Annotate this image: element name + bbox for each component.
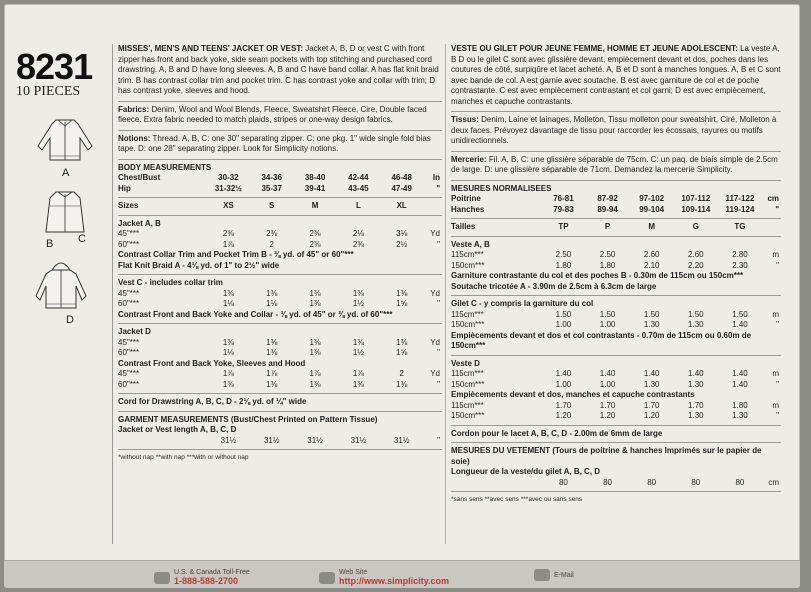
table-cell: 2⅛ [352,229,364,238]
table-cell: 2.20 [688,260,704,270]
unit-cell: In [432,173,440,182]
contrast-collar-fr: Garniture contrastante du col et des poches B - 0.30m de 115cm ou 150cm*** [451,271,744,280]
table-cell: 80 [603,477,613,487]
footnote-en: *without nap **with nap ***with or without nap [118,454,249,461]
table-cell: 1⅛ [266,299,278,308]
table-cell: 1⅜ [266,348,278,357]
table-row [118,380,442,391]
figure-label-c: C [78,233,86,245]
table-cell: 80 [691,477,701,487]
table-row [118,348,442,359]
table-cell: 1⅜ [352,337,364,347]
table-cell: 1.40 [555,369,572,378]
contrast-yoke-sleeves-title-fr: Empiècements devant et dos, manches et capuche contrastants [451,390,695,399]
row-label: 150cm*** [451,320,485,329]
table-cell: 1.80 [599,260,616,270]
description-text-fr: La veste A, B D ou le gilet C sont avec glissière devant, empiècement devant et dos, poches dans les coutures de côté, surpiqûre et lacet acheté. A, B et D sont à manches longues. A, B et C sont avec bande de col. A est garnie avec soutache. B est avec garniture de col et de poche contrastante. C est avec empiècement contrastant et col garni; D est avec empiècement, manches et capuche contrastants. [451,44,781,106]
table-cell: 87-92 [597,194,618,203]
table-row [451,411,781,422]
row-label [118,436,207,447]
table-cell: 1⅝ [396,348,408,357]
table-cell: 1⅞ [352,369,364,378]
body-measurements-title-fr: MESURES NORMALISEES [451,183,552,193]
unit-cell: " [437,299,440,308]
table-cell: 1.50 [555,309,572,319]
table-cell: 38-40 [304,173,326,182]
web-label: Web Site [339,569,368,576]
jacket-d-title-fr: Veste D [451,358,480,368]
tissus-text-fr: Denim, Laine et lainages, Molleton, Tissu molleton pour sweatshirt, Ciré, Molleton à deux faces. Prévoyez davantage de tissu pour raccorder les écossais, rayures ou motifs unidirectionnels. [451,115,777,145]
table-cell: 43-45 [348,183,369,193]
table-cell: 80 [735,477,745,487]
unit-cell: cm [768,477,779,487]
table-cell: 1⅜ [396,288,408,298]
table-cell: 3⅛ [396,229,408,238]
table-cell: 1.00 [599,320,616,329]
length-table-en [118,436,442,447]
table-row [451,205,781,216]
table-cell: 1⅞ [222,369,234,378]
pieces-count: 10 PIECES [16,84,81,99]
email-label: E-Mail [554,571,574,579]
table-cell: 1⅜ [396,337,408,347]
table-cell: 1.30 [688,411,704,420]
table-cell: 80 [558,477,568,487]
table-cell: M [311,201,319,210]
table-cell: 2⅜ [309,229,321,238]
notions-title-en: Notions: [118,133,151,143]
table-cell: 1⅜ [352,288,364,298]
table-row [451,320,781,331]
row-label [451,478,541,489]
table-cell: 1.70 [555,400,572,410]
table-cell: 1.30 [643,320,660,329]
table-cell: 1.40 [643,369,660,378]
length-table-fr [451,478,781,489]
sizes-table-fr [451,222,781,233]
table-cell: 1.40 [732,369,748,378]
table-row [118,184,442,195]
tissus-title-fr: Tissus: [451,115,479,124]
unit-cell: m [772,369,779,378]
table-cell: 46-48 [391,173,412,182]
vest-c-title-fr: Gilet C - y compris la garniture du col [451,299,594,308]
unit-cell: m [772,309,779,319]
jacket-a-icon [34,116,96,164]
phone-label: U.S. & Canada Toll-Free [174,569,250,576]
table-cell: 107-112 [681,194,711,203]
jacket-ab-table-fr [451,250,781,271]
table-cell: 1⅞ [222,239,234,249]
table-cell: 1⅜ [309,299,321,308]
table-cell: 76-81 [553,194,574,203]
table-cell: 80 [647,477,657,487]
web-info [319,569,449,586]
notions-en [118,134,442,155]
row-label: 45"*** [118,337,140,347]
left-divider [112,44,113,544]
table-row [118,229,442,240]
tissus-fr [451,115,781,147]
table-row [451,261,781,272]
email-icon [534,569,550,581]
phone-number: 1-888-588-2700 [174,576,239,586]
flat-knit-en: Flat Knit Braid A - 4⅛ yd. of 1" to 2½" wide [118,260,280,270]
row-label: 115cm*** [451,369,484,378]
description-text-en: Jacket A, B, D or vest C with front zipper has front and back yoke, side seam pockets with top stitching and purchased cord drawstring. A, B and D have long sleeves. A, B and C have band collar. A has flat knit braid trim. B has contrast collar trim and pocket trim. C has contrast yoke and collar with trim; D has contrast yoke, sleeves and hood. [118,44,439,95]
vest-c-title-en: Vest C - includes collar trim [118,278,223,287]
unit-cell: " [436,183,440,193]
row-label: Chest/Bust [118,173,161,182]
table-cell: L [355,201,361,210]
footnote-fr: *sans sens **avec sens ***avec ou sans sens [451,496,583,503]
table-row [118,338,442,349]
sizes-table-en [118,201,442,212]
table-cell: 1⅜ [396,379,408,389]
row-label: Sizes [118,201,139,210]
contrast-yoke-collar-fr: Empiècements devant et dos et col contrastants - 0.70m de 115cm ou 0.60m de 150cm*** [451,330,752,350]
unit-cell: " [437,435,440,445]
table-cell: 2 [399,369,404,378]
table-cell: 1.20 [643,411,660,420]
table-cell: M [648,222,656,231]
table-cell: 89-94 [597,204,618,214]
length-title-en: Jacket or Vest length A, B, C, D [118,425,237,434]
table-cell: 1⅞ [309,369,321,378]
table-cell: XL [396,201,407,210]
table-cell: 2.10 [643,260,660,270]
table-cell: 1.50 [599,309,616,319]
unit-cell: " [437,348,440,357]
unit-cell [423,201,442,212]
table-cell: 1.50 [688,309,704,319]
unit-cell: " [776,379,779,389]
table-cell: 1⅛ [222,299,234,308]
table-cell: 79-83 [553,204,574,214]
table-cell: 1⅜ [222,288,234,298]
table-cell: G [692,222,699,231]
table-cell: 2.60 [688,250,704,259]
table-cell: 1.00 [555,320,572,329]
table-cell: 2.50 [555,250,572,259]
figure-label-d: D [66,314,74,326]
table-cell: 1.70 [643,400,660,410]
table-cell: 47-49 [391,183,412,193]
table-cell: 1.30 [732,411,748,420]
table-cell: 31½ [393,435,410,445]
table-cell: 1.20 [599,411,616,420]
table-cell: 1⅜ [266,379,278,389]
table-row [451,380,781,391]
fabrics-title-en: Fabrics: [118,104,150,114]
row-label: 150cm*** [451,260,485,270]
table-row [118,299,442,310]
table-cell: 1.00 [555,379,572,389]
table-cell: 1½ [352,299,364,308]
table-cell: 2.50 [599,250,616,259]
row-label: 60"*** [118,379,140,389]
unit-cell [762,222,781,233]
body-measurements-title-en: BODY MEASUREMENTS [118,162,212,172]
table-cell: 1.80 [555,260,572,270]
table-cell: 42-44 [348,173,369,182]
unit-cell: " [437,239,440,249]
table-cell: 2.30 [732,260,748,270]
figure-label-b: B [46,238,54,250]
computer-icon [319,572,335,584]
row-label: Poitrine [451,194,481,203]
table-cell: 30-32 [218,173,239,182]
table-cell: 1.30 [688,320,704,329]
table-row [451,478,781,489]
unit-cell: m [772,400,779,410]
row-label: 60"*** [118,299,140,308]
table-cell: 117-122 [725,194,755,203]
fabrics-en [118,105,442,126]
table-cell: 1.40 [688,369,704,378]
unit-cell: Yd [430,288,440,298]
table-row [451,250,781,261]
table-cell: 2⅜ [352,239,364,249]
description-fr [451,44,781,107]
table-cell: 1.00 [599,379,616,389]
table-cell: 109-114 [681,204,711,214]
table-row [118,173,442,184]
row-label: 115cm*** [451,250,484,259]
row-label: 115cm*** [451,309,484,319]
row-label: 115cm*** [451,400,484,410]
table-cell: 1.30 [688,379,704,389]
table-row [451,369,781,380]
unit-cell: cm [767,194,779,203]
table-row [118,240,442,251]
table-cell: 1.40 [732,320,748,329]
email-info [534,569,574,581]
table-row [118,436,442,447]
description-en [118,44,442,97]
table-cell: 1.30 [643,379,660,389]
description-title-en: MISSES', MEN'S AND TEENS' JACKET OR VEST: [118,44,303,53]
table-cell: 1.70 [599,400,616,410]
table-cell: 2⅜ [309,239,321,249]
vest-c-table-fr [451,310,781,331]
table-cell: XS [223,201,234,210]
unit-cell: Yd [430,229,440,238]
french-column [451,44,781,506]
table-cell: 99-104 [639,204,665,214]
pattern-number: 8231 [16,46,93,87]
table-cell: 1⅜ [222,337,234,347]
flat-knit-fr: Soutache tricotée A - 3.90m de 2.5cm à 6.3cm de large [451,281,657,291]
table-cell: 31-32½ [214,183,242,193]
row-label: 60"*** [118,239,140,249]
english-column [118,44,442,464]
pattern-envelope-back [4,4,800,588]
table-cell: 31½ [263,435,280,445]
jacket-d-table-en [118,338,442,359]
table-cell: 1⅜ [309,379,321,389]
table-cell: 1½ [352,348,364,357]
table-cell: P [604,222,611,231]
unit-cell: " [776,320,779,329]
body-measurements-table-fr [451,194,781,215]
row-label: Tailles [451,222,476,231]
table-cell: TG [734,222,746,231]
table-cell: 35-37 [261,183,282,193]
table-row [451,222,781,233]
web-url: http://www.simplicity.com [339,576,450,586]
row-label: 45"*** [118,229,140,238]
unit-cell: Yd [430,369,440,378]
vest-b-icon [38,188,92,236]
table-row [118,201,442,212]
figure-label-a: A [62,167,70,179]
hooded-jacket-d-icon [32,256,90,312]
table-cell: 34-36 [261,173,282,182]
table-cell: 39-41 [304,183,326,193]
table-cell: 2.80 [732,250,748,259]
table-row [118,289,442,300]
table-row [451,310,781,321]
garment-title-fr: MESURES DU VETEMENT (Tours de poitrine & hanches Imprimés sur le papier de soie) [451,446,762,466]
mercerie-text-fr: Fil. A, B, C: une glissière séparable de 75cm. C: un paq. de biais simple de 2.5cm de large. D: une glissière séparable de 71cm. Demandez la mercerie Simplicity. [451,154,778,174]
table-cell: 1.70 [688,400,704,410]
cord-en: Cord for Drawstring A, B, C, D - 2⅛ yd. of ¼" wide [118,397,307,406]
contrast-yoke-sleeves-table-fr [451,401,781,422]
body-measurements-table-en [118,173,442,194]
unit-cell: " [776,411,779,420]
table-cell: 97-102 [639,194,665,203]
contrast-yoke-sleeves-title-en: Contrast Front and Back Yoke, Sleeves and Hood [118,358,306,368]
row-label: Hanches [451,204,485,214]
table-cell: 1⅝ [396,299,408,308]
unit-cell: " [776,260,779,270]
table-cell: 1.50 [732,309,748,319]
table-cell: 31½ [220,435,237,445]
table-row [118,369,442,380]
unit-cell: " [437,379,440,389]
table-cell: 2.60 [643,250,660,259]
table-cell: 1⅜ [309,337,321,347]
left-column [4,4,112,560]
garment-title-en: GARMENT MEASUREMENTS (Bust/Chest Printed on Pattern Tissue) [118,414,378,424]
table-cell: 31½ [307,435,323,445]
cord-fr: Cordon pour le lacet A, B, C, D - 2.00m de 6mm de large [451,428,663,438]
row-label: 45"*** [118,288,140,298]
contrast-yoke-sleeves-table-en [118,369,442,390]
middle-divider [445,44,446,544]
table-cell: 1.40 [732,379,748,389]
row-label: 60"*** [118,348,140,357]
unit-cell: " [775,204,779,214]
jacket-d-table-fr [451,369,781,390]
table-cell: 1⅜ [352,379,364,389]
table-cell: 1⅜ [309,288,321,298]
table-cell: 1⅜ [309,348,321,357]
table-cell: 1⅛ [222,348,234,357]
table-cell: 1⅜ [266,288,278,298]
row-label: Hip [118,183,131,193]
vest-c-table-en [118,289,442,310]
jacket-ab-table-en [118,229,442,250]
table-cell: 1.20 [555,411,572,420]
jacket-d-title-en: Jacket D [118,327,151,336]
row-label: 150cm*** [451,379,485,389]
table-cell: 119-124 [725,204,755,214]
jacket-ab-title-en: Jacket A, B [118,218,161,228]
jacket-ab-title-fr: Veste A, B [451,239,490,249]
row-label: 45"*** [118,369,140,378]
notions-text-en: Thread. A, B, C: one 30" separating zipper. C: one pkg. 1" wide single fold bias tape. D: one 28" separating zipper. Look for Simplicity notions. [118,133,431,153]
unit-cell: m [772,250,779,259]
table-cell: TP [558,222,569,231]
table-cell: 1⅞ [266,369,278,378]
table-cell: 1⅜ [266,337,278,347]
table-cell: 1.80 [732,400,748,410]
mercerie-fr [451,155,781,176]
phone-icon [154,572,170,584]
table-cell: S [269,201,275,210]
mercerie-title-fr: Mercerie: [451,154,487,164]
table-row [451,194,781,205]
unit-cell: Yd [430,337,440,347]
contrast-yoke-collar-en: Contrast Front and Back Yoke and Collar - ⅜ yd. of 45" or ⅜ yd. of 60"*** [118,309,393,319]
table-cell: 1⅜ [222,379,234,389]
fabrics-text-en: Denim, Wool and Wool Blends, Fleece, Sweatshirt Fleece, Cire, Double faced fleece. Extra fabric needed to match plaids, stripes or one-way design fabrics. [118,104,427,124]
table-cell: 1.50 [643,309,660,319]
table-cell: 2⅜ [222,229,234,238]
table-row [451,401,781,412]
row-label: 150cm*** [451,411,485,420]
contrast-collar-en: Contrast Collar Trim and Pocket Trim B - ⅜ yd. of 45" or 60"*** [118,250,354,259]
envelope-flap [4,560,800,588]
table-cell: 2⅜ [266,229,278,238]
table-cell: 2½ [396,239,408,249]
phone-info [154,569,250,586]
table-cell: 31½ [350,435,367,445]
description-title-fr: VESTE OU GILET POUR JEUNE FEMME, HOMME ET JEUNE ADOLESCENT: [451,44,738,53]
length-title-fr: Longueur de la veste/du gilet A, B, C, D [451,467,601,476]
table-cell: 1.40 [599,369,616,378]
table-cell: 2 [269,239,274,249]
